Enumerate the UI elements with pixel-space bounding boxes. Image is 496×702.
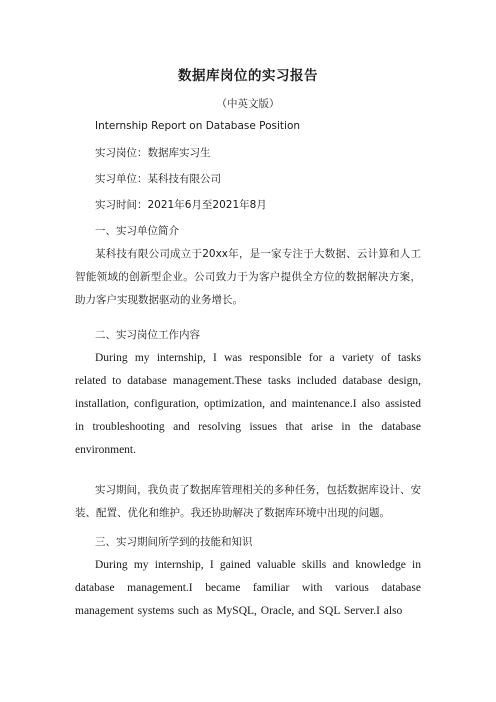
position-line: 实习岗位：数据库实习生 (95, 147, 211, 159)
section2-english-paragraph: During my internship, I was responsible for a variety of tasks related to database management.These tasks included database design, installation, configuration, optimization, and maintenance.I also assisted in troubleshooting and resolving issues that arise in the database environment. (75, 352, 421, 456)
time-line: 实习时间：2021年6月至2021年8月 (95, 199, 267, 211)
unit-line: 实习单位：某科技有限公司 (95, 173, 221, 185)
document-subtitle: （中英文版） (216, 98, 280, 110)
document-title: 数据库岗位的实习报告 (178, 68, 318, 84)
section1-paragraph: 某科技有限公司成立于20xx年，是一家专注于大数据、云计算和人工智能领域的创新型企业。公司致力于为客户提供全方位的数据解决方案，助力客户实现数据驱动的业务增长。 (75, 248, 421, 306)
section2-heading: 二、实习岗位工作内容 (95, 329, 200, 341)
section3-english-paragraph: During my internship, I gained valuable skills and knowledge in database management.I became familiar with various database management systems such as MySQL, Oracle, and SQL Server.I also (75, 559, 421, 617)
section2-chinese-paragraph: 实习期间，我负责了数据库管理相关的多种任务，包括数据库设计、安装、配置、优化和维护。我还协助解决了数据库环境中出现的问题。 (75, 484, 421, 519)
english-title-line: Internship Report on Database Position (95, 120, 301, 132)
section1-heading: 一、实习单位简介 (95, 225, 179, 237)
section3-heading: 三、实习期间所学到的技能和知识 (95, 536, 253, 548)
